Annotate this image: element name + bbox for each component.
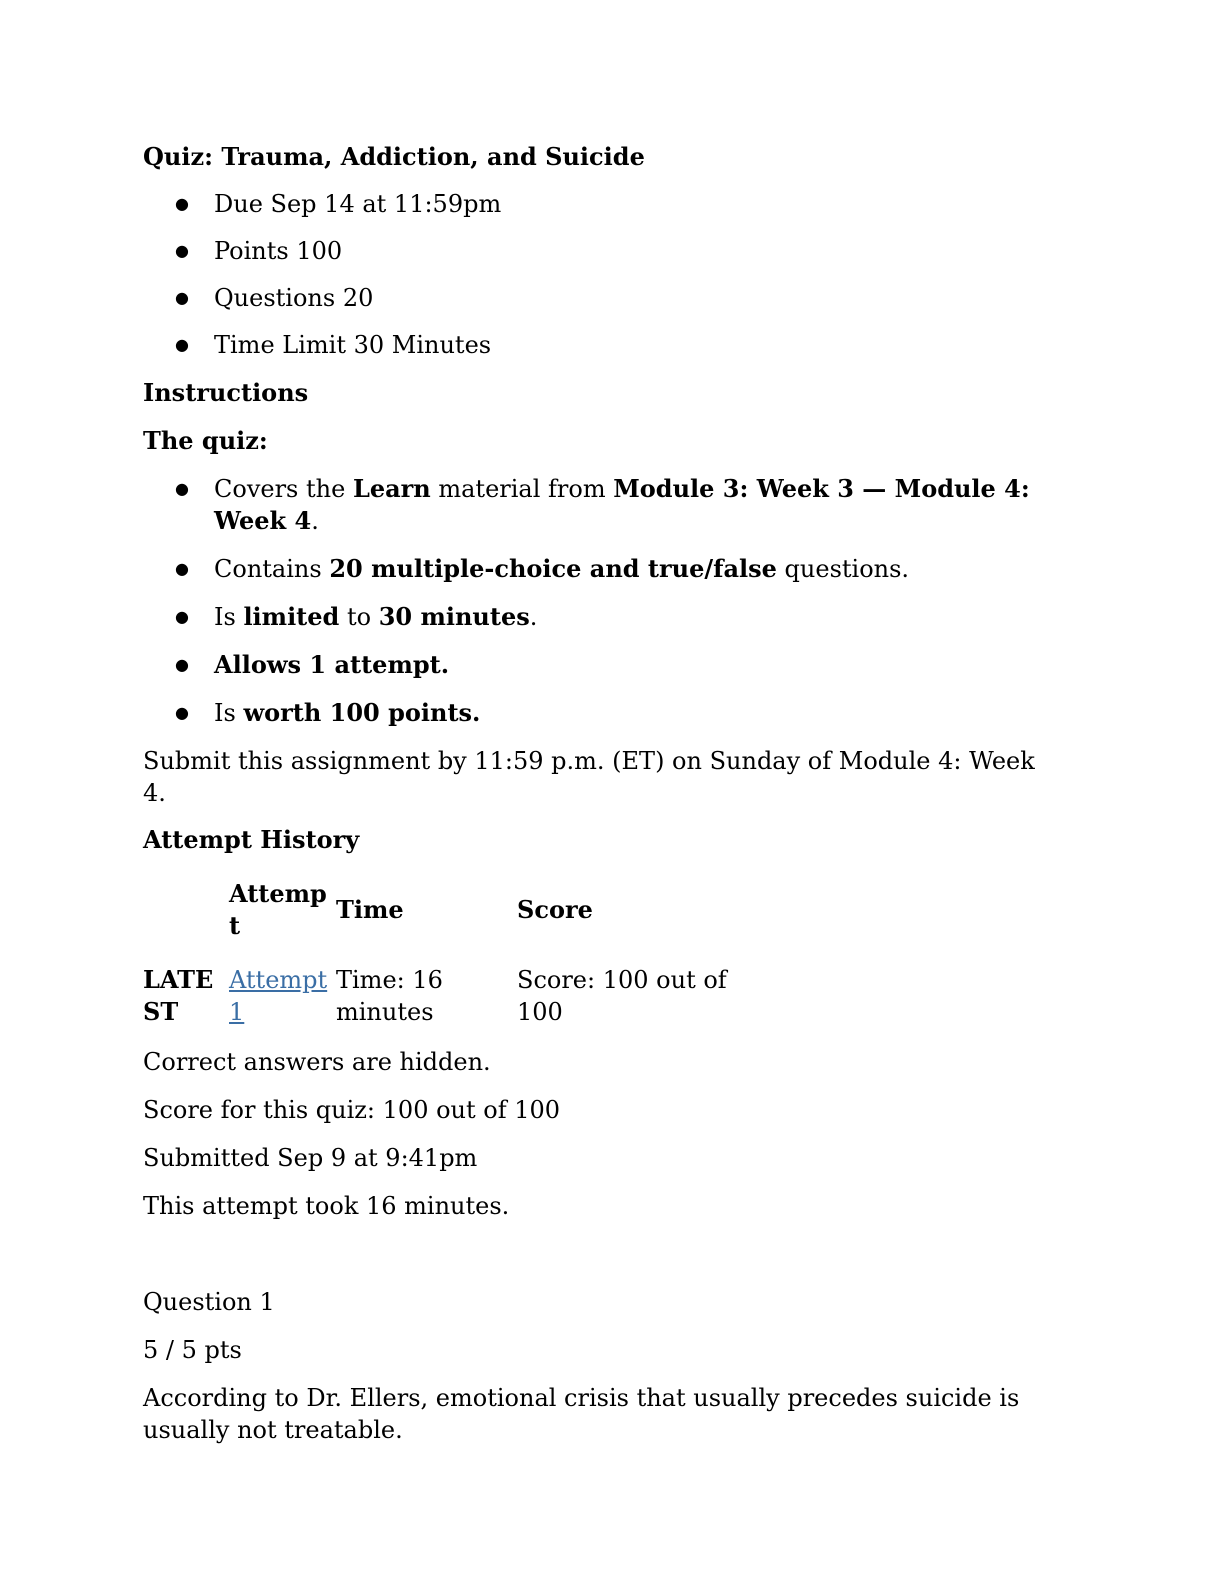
attempt-duration: This attempt took 16 minutes. xyxy=(143,1192,510,1220)
rule-emphasis: Allows 1 attempt. xyxy=(214,650,450,679)
rule-emphasis: 20 multiple-choice and true/false xyxy=(329,554,777,583)
submitted-time: Submitted Sep 9 at 9:41pm xyxy=(143,1144,478,1172)
question-points: 5 / 5 pts xyxy=(143,1336,242,1364)
list-item xyxy=(143,697,1063,729)
bullet-icon: ● xyxy=(175,559,189,578)
bullet-icon: ● xyxy=(175,241,189,260)
quiz-document xyxy=(143,141,1063,1446)
hidden-answers-note: Correct answers are hidden. xyxy=(143,1048,491,1076)
column-header-score: Score xyxy=(517,895,593,924)
time-limit: Time Limit 30 Minutes xyxy=(214,331,492,359)
column-header-attempt: Attemp t xyxy=(229,879,327,940)
column-header xyxy=(143,878,229,942)
quiz-score: Score for this quiz: 100 out of 100 xyxy=(143,1096,561,1124)
rule-text: Covers the xyxy=(214,475,353,503)
rule-emphasis: Learn xyxy=(352,474,431,503)
bullet-icon: ● xyxy=(175,479,189,498)
instructions-heading: Instructions xyxy=(143,378,309,407)
rule-text: material from xyxy=(430,475,614,503)
bullet-icon: ● xyxy=(175,194,189,213)
instructions-intro: The quiz: xyxy=(143,426,268,455)
list-item xyxy=(143,553,1063,585)
attempt-score: Score: 100 out of 100 xyxy=(517,966,727,1026)
list-item xyxy=(143,601,1063,633)
quiz-title: Quiz: Trauma, Addiction, and Suicide xyxy=(143,142,645,171)
attempt-time: Time: 16 minutes xyxy=(336,966,443,1026)
rule-emphasis: 30 minutes xyxy=(378,602,530,631)
table-spacer xyxy=(143,942,737,964)
list-item xyxy=(143,649,1063,681)
question-count: Questions 20 xyxy=(214,284,374,312)
question-label: Question 1 xyxy=(143,1288,275,1316)
list-item xyxy=(143,235,1063,267)
column-header-time: Time xyxy=(336,895,404,924)
points: Points 100 xyxy=(214,237,343,265)
rule-text: questions. xyxy=(776,555,910,583)
list-item xyxy=(143,329,1063,361)
quiz-meta-list xyxy=(143,188,1063,361)
list-item xyxy=(143,282,1063,314)
bullet-icon: ● xyxy=(175,288,189,307)
list-item xyxy=(143,473,1063,537)
instructions-list xyxy=(143,473,1063,729)
attempt-1-link[interactable]: Attempt 1 xyxy=(229,966,328,1026)
table-header-row xyxy=(143,878,737,942)
attempt-history-heading: Attempt History xyxy=(143,825,360,854)
bullet-icon: ● xyxy=(175,655,189,674)
rule-emphasis: worth 100 points. xyxy=(243,698,481,727)
rule-text: to xyxy=(339,603,379,631)
rule-text: . xyxy=(529,603,538,631)
question-text: According to Dr. Ellers, emotional crisis that usually precedes suicide is usually not treatable. xyxy=(143,1384,1020,1444)
rule-text: Is xyxy=(214,603,244,631)
table-row xyxy=(143,964,737,1028)
bullet-icon: ● xyxy=(175,607,189,626)
attempt-history-table xyxy=(143,878,737,1028)
rule-emphasis: Module 3: Week 3 — Module 4: Week 4 xyxy=(214,474,1030,535)
latest-label: LATE ST xyxy=(143,965,214,1026)
rule-text: . xyxy=(311,507,319,535)
rule-text: Contains xyxy=(214,555,330,583)
submit-note: Submit this assignment by 11:59 p.m. (ET) on Sunday of Module 4: Week 4. xyxy=(143,747,1035,807)
due-date: Due Sep 14 at 11:59pm xyxy=(214,190,502,218)
rule-text: Is xyxy=(214,699,244,727)
list-item xyxy=(143,188,1063,220)
bullet-icon: ● xyxy=(175,335,189,354)
bullet-icon: ● xyxy=(175,703,189,722)
rule-emphasis: limited xyxy=(243,602,340,631)
